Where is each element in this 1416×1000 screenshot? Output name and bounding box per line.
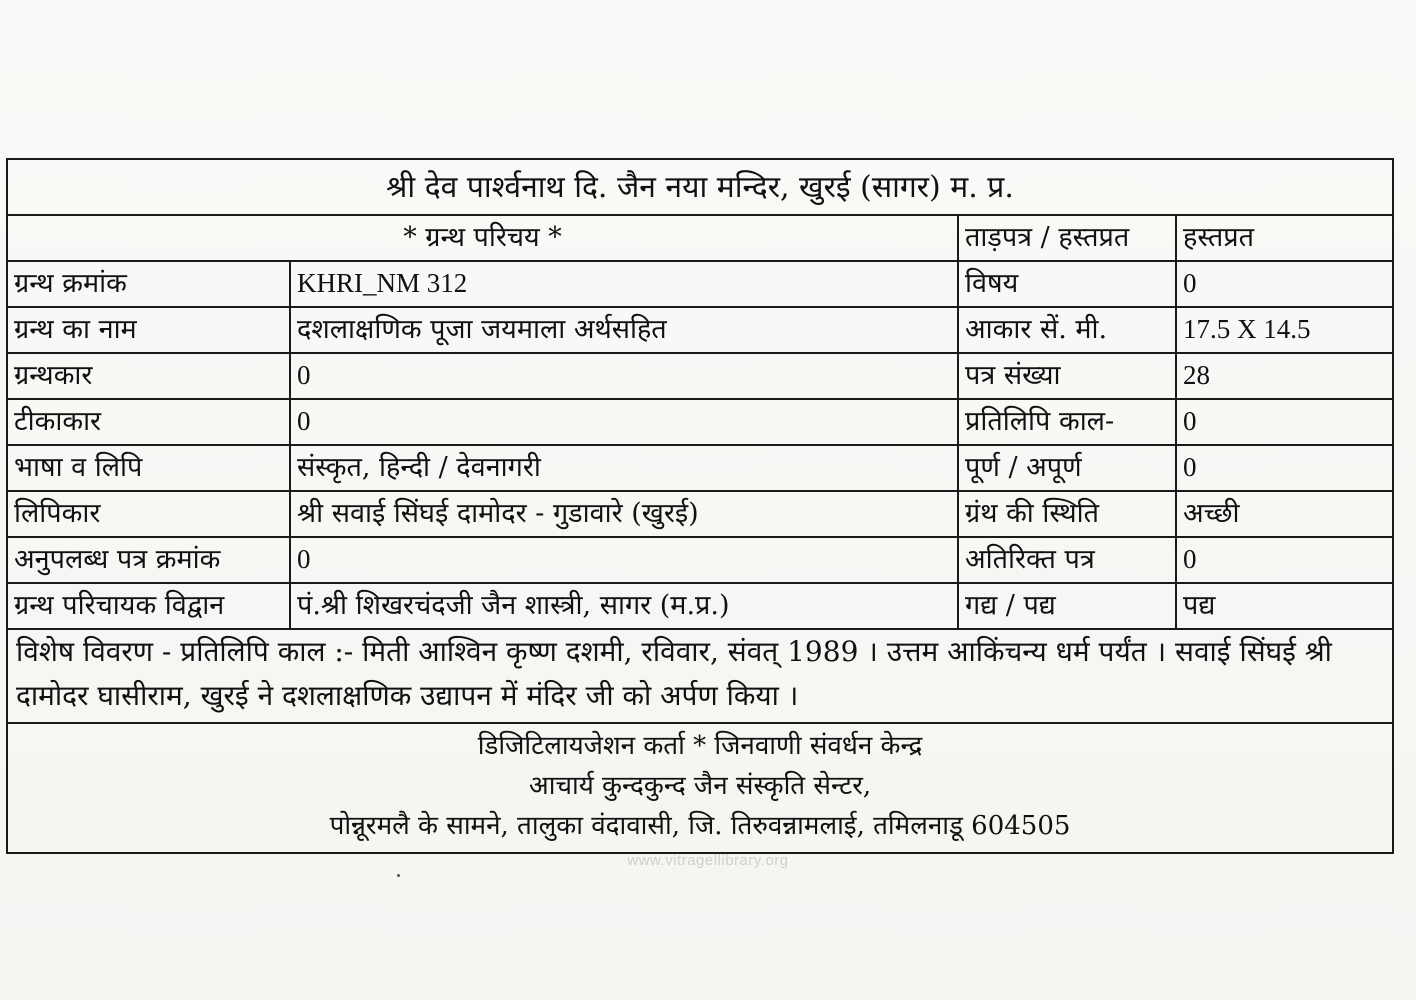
field-label: गद्य / पद्य: [958, 583, 1176, 629]
field-label: आकार सें. मी.: [958, 307, 1176, 353]
section-label: * ग्रन्थ परिचय *: [7, 215, 958, 261]
credit-line-2: आचार्य कुन्दकुन्द जैन संस्कृति सेन्टर,: [528, 771, 872, 801]
footer-row: [7, 723, 1393, 853]
field-label: ग्रंथ की स्थिति: [958, 491, 1176, 537]
table-row: [7, 491, 1393, 537]
field-label: प्रतिलिपि काल-: [958, 399, 1176, 445]
field-label: अतिरिक्त पत्र: [958, 537, 1176, 583]
special-description: विशेष विवरण - प्रतिलिपि काल :- मिती आश्विन कृष्ण दशमी, रविवार, संवत् 1989 । उत्तम आकिंचन्य धर्म पर्यंत । सवाई सिंघई श्री दामोदर घासीराम, खुरई ने दशलाक्षणिक उद्यापन में मंदिर जी को अर्पण किया ।: [7, 629, 1393, 723]
field-label: लिपिकार: [7, 491, 290, 537]
medium-label: ताड़पत्र / हस्तप्रत: [958, 215, 1176, 261]
field-label: ग्रन्थ परिचायक विद्वान: [7, 583, 290, 629]
description-row: [7, 629, 1393, 723]
medium-value: हस्तप्रत: [1176, 215, 1393, 261]
field-value: 0: [1176, 261, 1393, 307]
ink-speck: [397, 874, 400, 877]
table-row: [7, 399, 1393, 445]
field-value: 0: [1176, 445, 1393, 491]
field-value: अच्छी: [1176, 491, 1393, 537]
field-value: पद्य: [1176, 583, 1393, 629]
digitization-credit: [7, 723, 1393, 853]
field-label: ग्रन्थकार: [7, 353, 290, 399]
table-row: [7, 261, 1393, 307]
field-label: पत्र संख्या: [958, 353, 1176, 399]
table-row: [7, 583, 1393, 629]
field-label: ग्रन्थ क्रमांक: [7, 261, 290, 307]
field-value: 0: [290, 353, 958, 399]
table-row: [7, 307, 1393, 353]
table-row: [7, 537, 1393, 583]
field-value: 17.5 X 14.5: [1176, 307, 1393, 353]
credit-line-3: पोन्नूरमलै के सामने, तालुका वंदावासी, जि. तिरुवन्नामलाई, तमिलनाडू 604505: [329, 811, 1071, 841]
field-value: 28: [1176, 353, 1393, 399]
field-label: भाषा व लिपि: [7, 445, 290, 491]
field-value: 0: [290, 399, 958, 445]
table-row: [7, 445, 1393, 491]
field-label: टीकाकार: [7, 399, 290, 445]
temple-title: श्री देव पार्श्वनाथ दि. जैन नया मन्दिर, खुरई (सागर) म. प्र.: [7, 159, 1393, 215]
field-value: संस्कृत, हिन्दी / देवनागरी: [290, 445, 958, 491]
table-row: [7, 353, 1393, 399]
field-value: पं.श्री शिखरचंदजी जैन शास्त्री, सागर (म.प्र.): [290, 583, 958, 629]
credit-line-1: डिजिटिलायजेशन कर्ता * जिनवाणी संवर्धन केन्द्र: [477, 731, 923, 761]
section-header-row: [7, 215, 1393, 261]
field-value: 0: [1176, 537, 1393, 583]
field-value: 0: [290, 537, 958, 583]
field-label: पूर्ण / अपूर्ण: [958, 445, 1176, 491]
field-label: विषय: [958, 261, 1176, 307]
field-value: दशलाक्षणिक पूजा जयमाला अर्थसहित: [290, 307, 958, 353]
manuscript-info-card: [6, 158, 1394, 854]
field-label: ग्रन्थ का नाम: [7, 307, 290, 353]
watermark: www.vitragellibrary.org: [627, 852, 789, 869]
title-row: [7, 159, 1393, 215]
field-value: 0: [1176, 399, 1393, 445]
field-value: KHRI_NM 312: [290, 261, 958, 307]
field-value: श्री सवाई सिंघई दामोदर - गुडावारे (खुरई): [290, 491, 958, 537]
field-label: अनुपलब्ध पत्र क्रमांक: [7, 537, 290, 583]
